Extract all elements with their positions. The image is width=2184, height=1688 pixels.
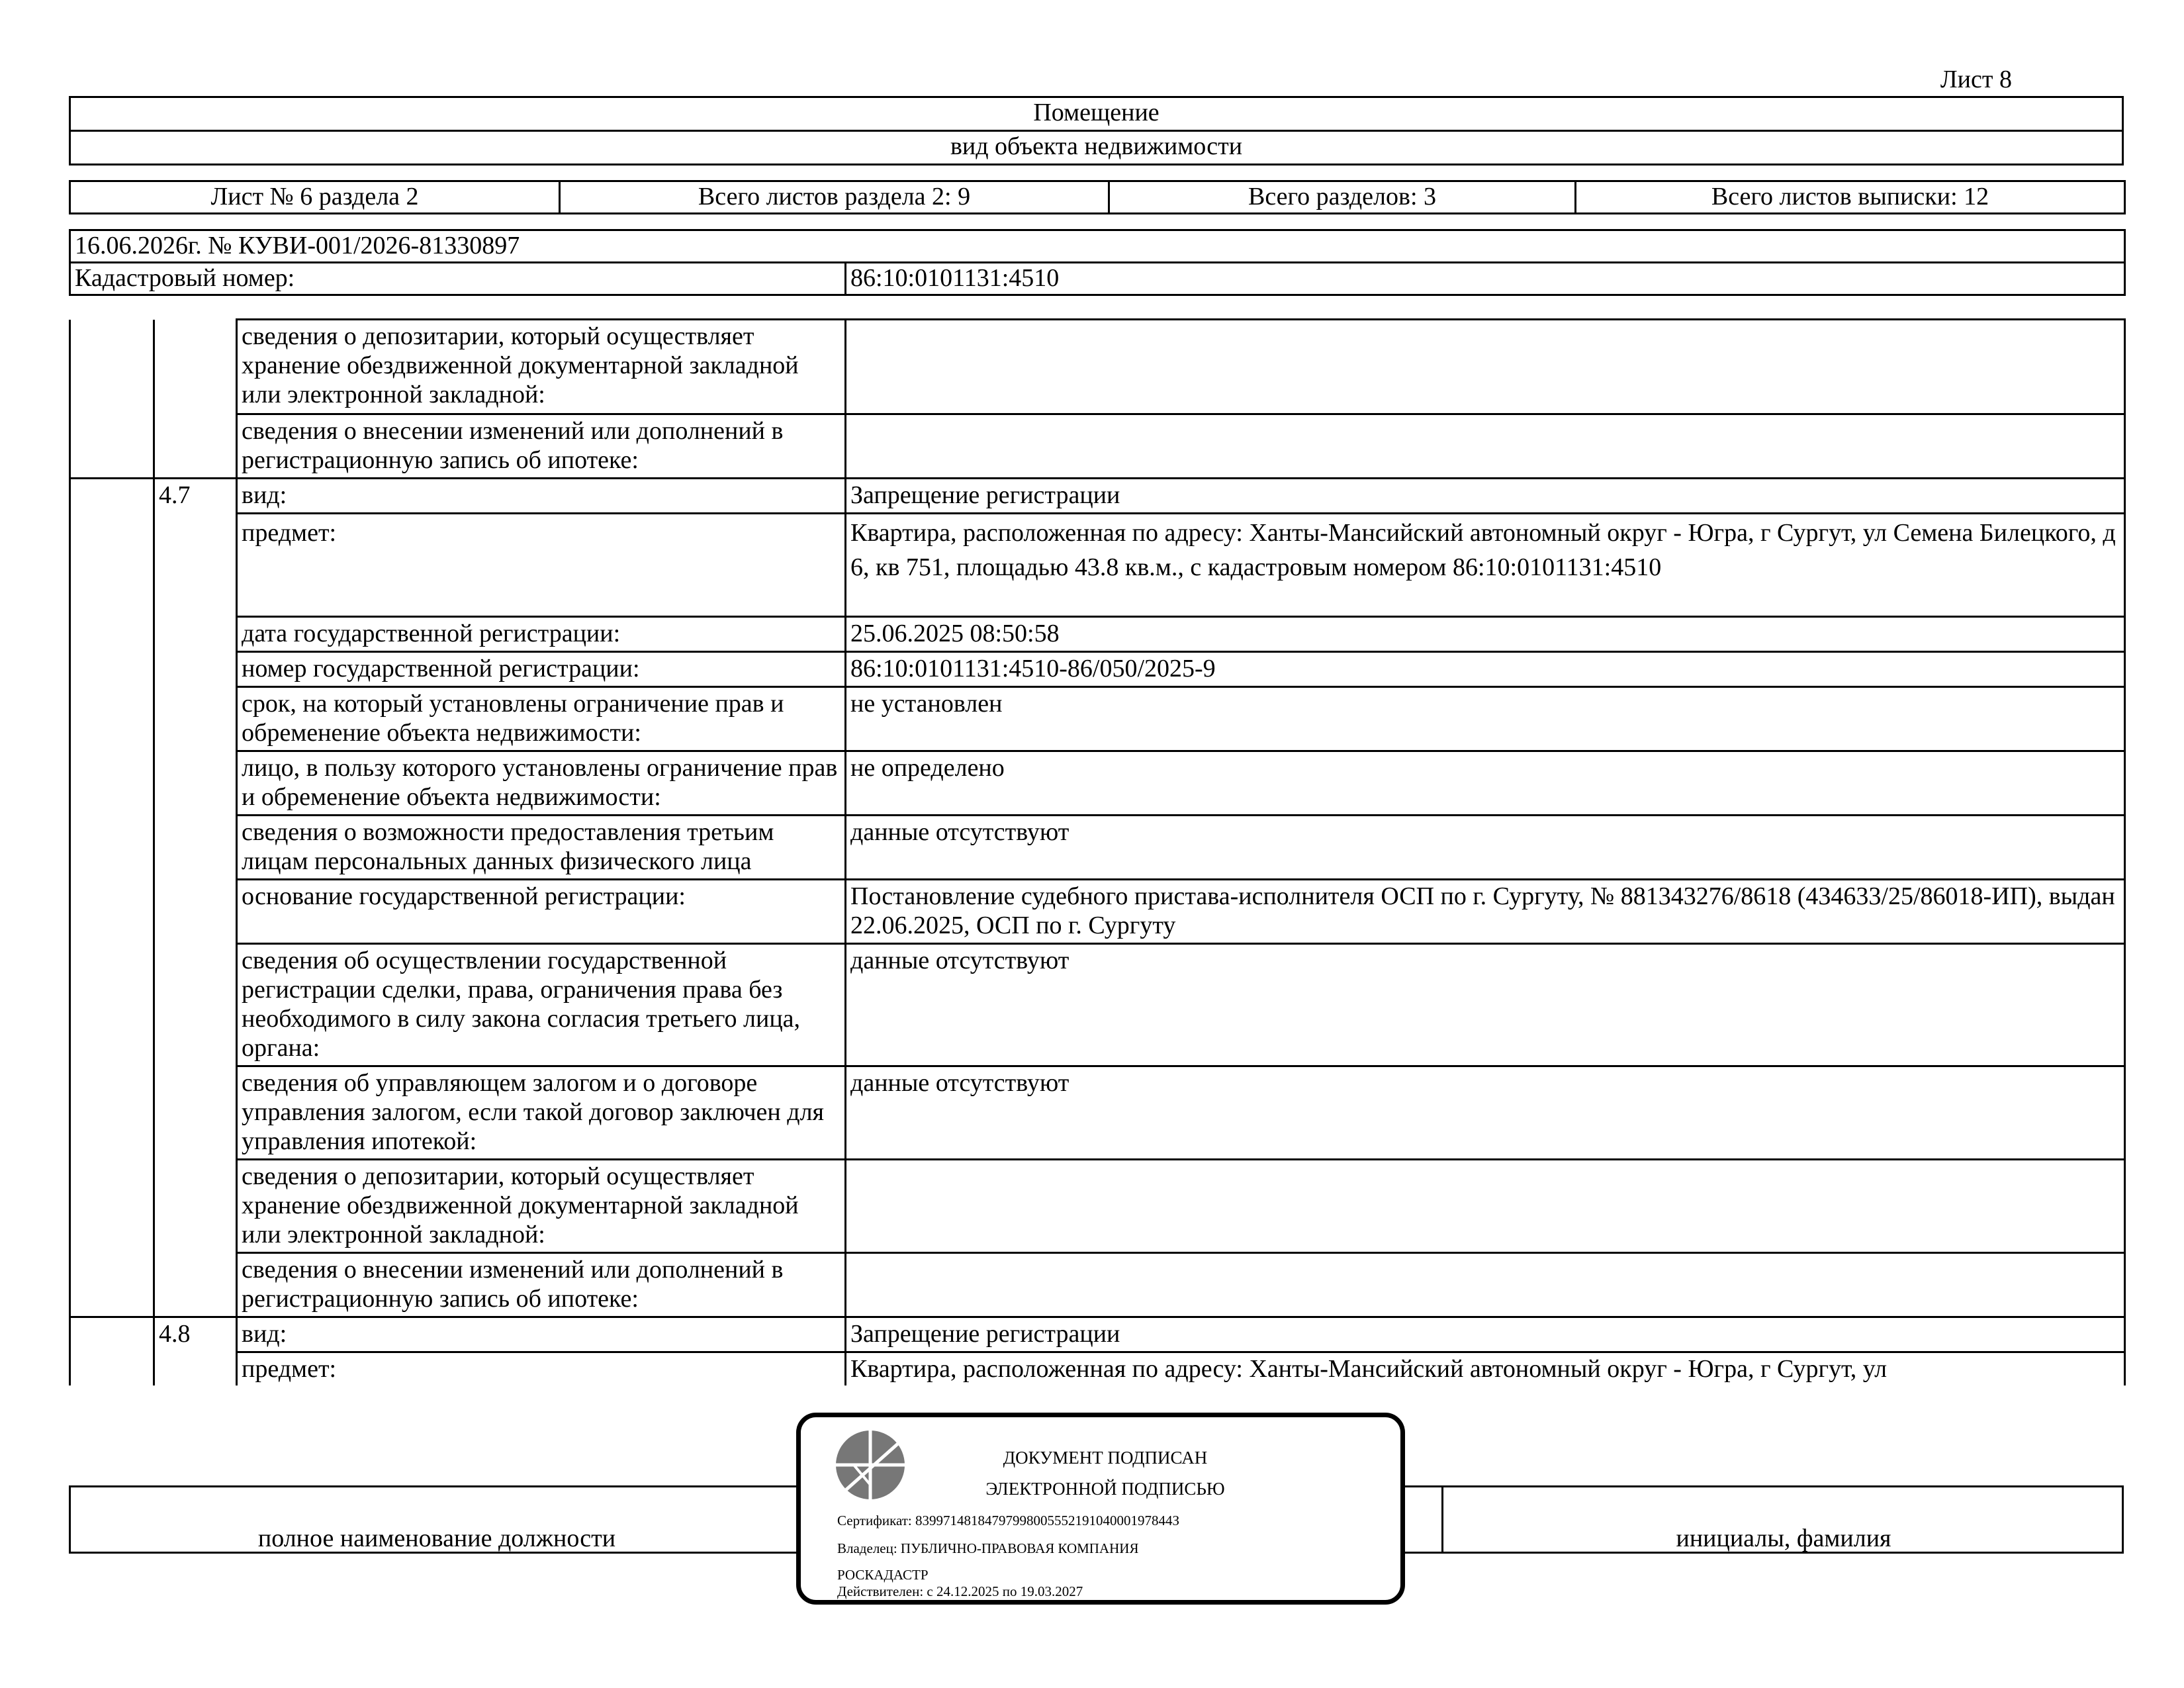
row-label: лицо, в пользу которого установлены ограничение прав и обременение объекта недвижимости: — [237, 751, 846, 816]
signature-line-left — [69, 1485, 71, 1553]
signature-line-divider — [1441, 1485, 1443, 1553]
row-value: данные отсутствуют — [846, 1066, 2125, 1160]
row-value: Запрещение регистрации — [846, 479, 2125, 514]
row-label: дата государственной регистрации: — [237, 617, 846, 652]
electronic-signature-stamp — [796, 1413, 1405, 1605]
record-number: 4.8 — [154, 1317, 237, 1352]
object-type-header — [69, 96, 2124, 165]
row-label: сведения о внесении изменений или дополнений в регистрационную запись об ипотеке: — [237, 414, 846, 479]
stamp-title-line1: ДОКУМЕНТ ПОДПИСАН — [1003, 1448, 1208, 1468]
row-value: 86:10:0101131:4510-86/050/2025-9 — [846, 652, 2125, 687]
sheet-number: Лист 8 — [1940, 66, 2012, 93]
row-label: предмет: — [237, 1352, 846, 1385]
document-reference: 16.06.2026г. № КУВИ-001/2026-81330897 — [70, 230, 2125, 263]
cadastral-value: 86:10:0101131:4510 — [846, 263, 2125, 295]
sheets-info-row — [69, 180, 2126, 214]
position-caption: полное наименование должности — [257, 1524, 616, 1552]
emblem-icon — [834, 1429, 907, 1501]
row-value: данные отсутствуют — [846, 944, 2125, 1066]
row-label: сведения о депозитарии, который осуществляет хранение обездвиженной документарной закладной или электронной закладной: — [237, 1160, 846, 1253]
stamp-validity: Действителен: с 24.12.2025 по 19.03.2027 — [837, 1583, 1083, 1599]
row-label: срок, на который установлены ограничение прав и обременение объекта недвижимости: — [237, 687, 846, 751]
row-value: данные отсутствуют — [846, 816, 2125, 880]
name-caption: инициалы, фамилия — [1676, 1524, 1891, 1552]
row-value: Постановление судебного пристава-исполнителя ОСП по г. Сургуту, № 881343276/8618 (434633/25/86018-ИП), выдан 22.06.2025, ОСП по г. Сургуту — [846, 880, 2125, 944]
row-label: сведения о депозитарии, который осуществляет хранение обездвиженной документарной закладной или электронной закладной: — [237, 320, 846, 414]
row-value — [846, 1160, 2125, 1253]
row-label: вид: — [237, 1317, 846, 1352]
row-label: сведения об осуществлении государственной регистрации сделки, права, ограничения права без необходимого в силу закона согласия третьего лица, органа: — [237, 944, 846, 1066]
row-value: Квартира, расположенная по адресу: Ханты-Мансийский автономный округ - Югра, г Сургут, ул — [846, 1352, 2125, 1385]
row-value: Запрещение регистрации — [846, 1317, 2125, 1352]
row-label: номер государственной регистрации: — [237, 652, 846, 687]
total-extract-sheets: Всего листов выписки: 12 — [1576, 181, 2125, 214]
total-section-sheets: Всего листов раздела 2: 9 — [560, 181, 1109, 214]
encumbrance-table — [69, 318, 2126, 1385]
row-value — [846, 1253, 2125, 1317]
stamp-title-line2: ЭЛЕКТРОННОЙ ПОДПИСЬЮ — [985, 1479, 1225, 1499]
row-value: 25.06.2025 08:50:58 — [846, 617, 2125, 652]
row-value — [846, 320, 2125, 414]
row-value — [846, 414, 2125, 479]
object-title: Помещение — [70, 97, 2123, 131]
row-label: сведения об управляющем залогом и о договоре управления залогом, если такой договор заключен для управления ипотекой: — [237, 1066, 846, 1160]
stamp-owner-line1: Владелец: ПУБЛИЧНО-ПРАВОВАЯ КОМПАНИЯ — [837, 1540, 1139, 1556]
row-value: не установлен — [846, 687, 2125, 751]
row-label: сведения о внесении изменений или дополнений в регистрационную запись об ипотеке: — [237, 1253, 846, 1317]
row-label: предмет: — [237, 514, 846, 617]
stamp-certificate: Сертификат: 8399714818479799800555219104000197844З — [837, 1513, 1180, 1528]
object-subtitle: вид объекта недвижимости — [70, 131, 2123, 165]
row-value: Квартира, расположенная по адресу: Ханты-Мансийский автономный округ - Югра, г Сургут, ул Семена Билецкого, д 6, кв 751, площадью 43.8 кв.м., с кадастровым номером 86:10:0101131:4510 — [846, 514, 2125, 617]
cadastral-label: Кадастровый номер: — [70, 263, 846, 295]
signature-line-right — [2122, 1485, 2124, 1553]
document-header — [69, 229, 2126, 296]
record-number: 4.7 — [154, 479, 237, 514]
section-sheet: Лист № 6 раздела 2 — [70, 181, 560, 214]
row-label: основание государственной регистрации: — [237, 880, 846, 944]
row-label: вид: — [237, 479, 846, 514]
row-label: сведения о возможности предоставления третьим лицам персональных данных физического лица — [237, 816, 846, 880]
row-value: не определено — [846, 751, 2125, 816]
total-sections: Всего разделов: 3 — [1109, 181, 1576, 214]
stamp-owner-line2: РОСКАДАСТР — [837, 1567, 929, 1583]
